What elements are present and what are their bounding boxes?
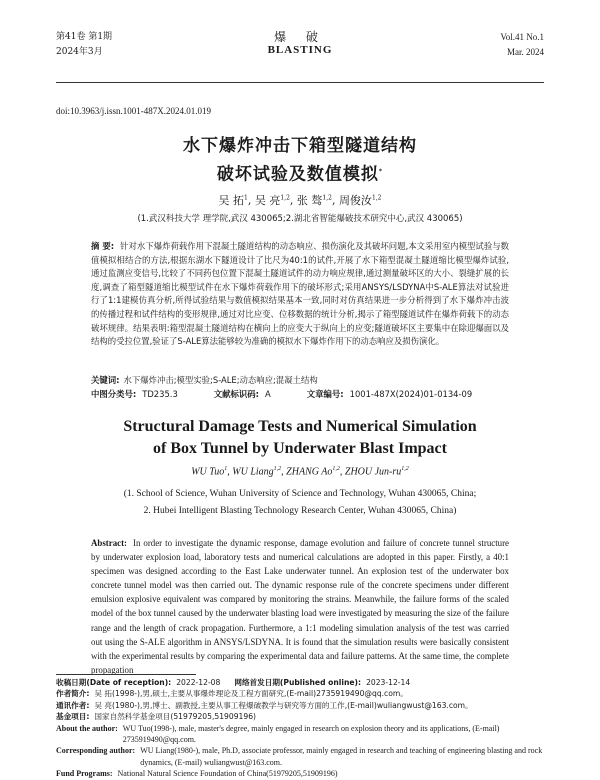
footnote-author-en <box>56 723 544 746</box>
classification-line <box>91 388 509 400</box>
author-en-4: ZHOU Jun-ru <box>344 466 402 478</box>
footnote-corr-en <box>56 745 544 768</box>
title-en-line2: of Box Tunnel by Underwater Blast Impact <box>153 440 447 457</box>
author-en-label: About the author: <box>56 723 118 733</box>
author-cn-2: 吴 亮 <box>254 194 281 207</box>
author-cn-3-sup: 1,2 <box>322 194 332 202</box>
journal-name <box>56 30 544 57</box>
author-en-1: WU Tuo <box>191 466 225 478</box>
journal-name-en: BLASTING <box>267 44 333 56</box>
fund-en-value: National Natural Science Foundation of China(51979205,51909196) <box>117 769 338 779</box>
title-footnote-mark: * <box>378 168 384 175</box>
keywords-cn-text: 水下爆炸冲击;模型实验;S-ALE;动态响应;混凝土结构 <box>123 375 318 385</box>
footnote-fund-cn <box>56 711 544 722</box>
received-label: 收稿日期(Date of reception): <box>56 678 172 687</box>
abstract-cn-text: 针对水下爆炸荷载作用下混凝土隧道结构的动态响应、损伤演化及其破坏问题,本文采用室内模型试验与数值模拟相结合的方法,根据东湖水下隧道设计了比尺为40:1的试件,开展了水下箱型混凝土隧道缩比模型爆炸试验,通过监测应变信号,比较了不同药包位置下混凝土隧道试件的动力响应规律,通过测量破坏区的大小、裂缝扩展的长度,调查了箱型隧道缩比模型试件在水下爆炸荷载作用下的破坏形式;采用ANSYS/LSDYNA中S-ALE算法对试验进行了1:1建模仿真分析,所得试验结果与数值模拟结果基本一致,同时对仿真结果进一步分析得到了水下爆炸冲击波的传播过程和试件结构的变形规律,通过对比应变、位移数据的统计分析,揭示了箱型隧道试件在爆炸荷载下的动态破坏规律。结果表明:箱型混凝土隧道结构在横向上的应变大于纵向上的应变;隧道破坏区主要集中在除迎爆面以及结构的受拉位置,验证了S-ALE算法能够较为准确的模拟水下爆炸作用下的动态响应及损伤演化。 <box>91 241 510 347</box>
author-cn-2-sup: 1,2 <box>280 194 290 202</box>
volume-issue-en: Vol.41 No.1 <box>500 32 544 42</box>
author-en-4-sup: 1,2 <box>401 466 409 472</box>
volume-issue-cn: 第41卷 第1期 <box>56 32 113 42</box>
affiliation-en-line1: (1. School of Science, Wuhan University of Science and Technology, Wuhan 430065, China; <box>123 489 477 499</box>
article-no-value: 1001-487X(2024)01-0134-09 <box>349 389 473 399</box>
clc-label: 中图分类号: <box>91 389 137 399</box>
header-right <box>500 30 544 60</box>
corr-cn-value: 吴 亮(1980-),男,博士、副教授,主要从事工程爆破教学与研究等方面的工作,(E-mail)wuliangwust@163.com。 <box>94 700 473 710</box>
author-cn-3: 张 骜 <box>296 194 323 207</box>
author-en-2-sup: 1,2 <box>273 466 282 472</box>
affiliation-en <box>0 486 600 520</box>
authors-cn: 吴 拓$^1$, 吴 亮$^{1,2}$, 张 骜$^{1,2}$, 周俊汝$^{1,2}$ <box>218 194 382 207</box>
author-en-3: ZHANG Ao <box>286 466 333 478</box>
author-en-3-sup: 1,2 <box>332 466 340 472</box>
author-cn-1-sup: 1 <box>244 194 248 202</box>
author-cn-4-sup: 1,2 <box>371 194 382 202</box>
affiliation-cn: (1.武汉科技大学 理学院,武汉 430065;2.湖北省智能爆破技术研究中心,武汉 430065) <box>137 214 463 224</box>
doc-code-label: 文献标识码: <box>213 389 260 399</box>
author-cn-1: 吴 拓 <box>218 194 245 207</box>
abstract-en-text: In order to investigate the dynamic response, damage evolution and failure of concrete tunnel structure by underwater explosion load, laboratory tests and numerical calculations are adopted in this paper. Firstly, a 40:1 specimen was designed according to the East Lake underwater tunnel. An explosion test of the underwater box concrete tunnel model was then carried out. The dynamic response rule of the concrete specimens under different emulsion explosive equivalent was compared by monitoring the strains. Meanwhile, the failure forms of the scaled model of the box tunnel caused by the underwater blasting load were investigated by measuring the size of the failure range and the length of crack propagation. Furthermore, a 1:1 modeling simulation analysis of the test was carried out using the S-ALE algorithm in ANSYS/LSDYNA. It is found that the simulation results were basically consistent with the experimental results by comparing the experimental data and failure patterns. At the same time, the complete propagation <box>91 538 509 675</box>
fund-en-label: Fund Programs: <box>56 769 113 779</box>
abstract-en-label: Abstract: <box>91 538 127 548</box>
doi: doi:10.3963/j.issn.1001-487X.2024.01.019 <box>56 106 212 116</box>
published-label: 网络首发日期(Published online): <box>234 678 362 687</box>
title-cn-line2-text: 破坏试验及数值模拟 <box>216 164 379 185</box>
abstract-en <box>91 536 509 677</box>
doc-code-value: A <box>265 389 271 399</box>
corr-cn-label: 通讯作者: <box>56 700 90 710</box>
title-cn-line1: 水下爆炸冲击下箱型隧道结构 <box>183 136 417 156</box>
keywords-cn-label: 关键词: <box>91 375 120 385</box>
footnote-author-cn <box>56 688 544 699</box>
title-cn-line2 <box>0 159 600 188</box>
footnote-dates <box>56 677 544 688</box>
author-en-1-sup: 1 <box>224 466 228 472</box>
published-value: 2023-12-14 <box>366 678 411 687</box>
corr-en-label: Corresponding author: <box>56 746 136 756</box>
abstract-cn-label: 摘 要: <box>91 241 115 251</box>
title-cn <box>0 133 600 188</box>
author-cn-label: 作者简介: <box>56 689 90 699</box>
authors-en: WU Tuo$^1$, WU Liang$^{1,2}$, ZHANG Ao$^{1,2}$, ZHOU Jun-ru$^{1,2}$ <box>191 466 409 478</box>
journal-name-cn: 爆 破 <box>274 30 326 44</box>
author-en-2: WU Liang <box>232 466 274 478</box>
footnote-fund-en <box>56 768 544 779</box>
footnote-divider <box>56 674 196 675</box>
clc-value: TD235.3 <box>142 389 178 399</box>
author-en-value: WU Tuo(1998-), male, master's degree, mainly engaged in research on explosion theory and its applications, (E-mail) 2735919490@qq.com. <box>122 723 500 745</box>
fund-cn-label: 基金项目: <box>56 712 90 722</box>
article-no-label: 文章编号: <box>306 389 344 399</box>
footnote-corr-cn <box>56 700 544 711</box>
received-value: 2022-12-08 <box>176 678 221 687</box>
abstract-cn <box>91 240 509 349</box>
fund-cn-value: 国家自然科学基金项目(51979205,51909196) <box>94 712 256 722</box>
running-header <box>56 30 544 86</box>
date-en: Mar. 2024 <box>507 47 544 57</box>
keywords-cn <box>91 374 509 387</box>
author-cn-4: 周俊汝 <box>338 194 372 207</box>
title-en <box>0 416 600 460</box>
title-en-line1: Structural Damage Tests and Numerical Simulation <box>123 418 477 435</box>
date-cn: 2024年3月 <box>56 47 103 57</box>
footnotes <box>56 677 544 780</box>
corr-en-value: WU Liang(1980-), male, Ph.D, associate professor, mainly engaged in research and teaching of engineering blasting and rock dynamics, (E-mail) wuliangwust@163.com. <box>140 746 543 767</box>
author-cn-value: 吴 拓(1998-),男,硕士,主要从事爆炸理论及工程方面研究,(E-mail)2735919490@qq.com。 <box>94 689 408 699</box>
affiliation-en-line2: 2. Hubei Intelligent Blasting Technology Research Center, Wuhan 430065, China) <box>143 506 457 516</box>
header-divider <box>56 82 544 83</box>
